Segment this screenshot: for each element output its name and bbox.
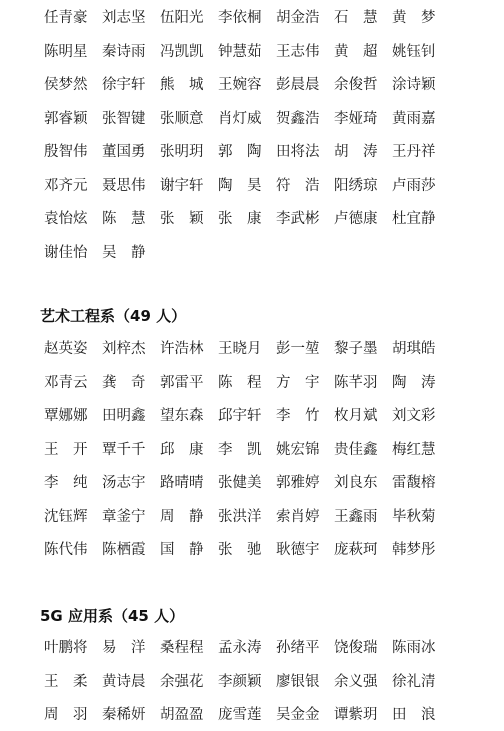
5g-names-list [44,630,464,731]
student-name: 周 静 [160,508,204,525]
student-name: 邓青云 [44,374,88,391]
student-name: 郭睿颖 [44,110,88,127]
student-name: 梅红慧 [392,441,436,458]
student-name: 卢雨莎 [392,177,436,194]
student-name: 饶俊瑞 [334,640,378,657]
student-name: 陈 程 [218,374,262,391]
name-row [44,365,464,399]
student-name: 聂思伟 [102,177,146,194]
student-name: 阳绣琼 [334,177,378,194]
student-name: 李 纯 [44,475,88,492]
name-row [44,398,464,432]
name-row [44,235,464,269]
student-name: 国 静 [160,542,204,559]
student-name: 路晴晴 [160,475,204,492]
student-name: 毕秋菊 [392,508,436,525]
student-name: 李 凯 [218,441,262,458]
student-name: 桑程程 [160,640,204,657]
student-name: 廖银银 [276,673,320,690]
student-name: 余俊哲 [334,77,378,94]
student-name: 余强花 [160,673,204,690]
student-name: 陈芊羽 [334,374,378,391]
student-name: 伍阳光 [160,10,204,27]
student-name: 孟永涛 [218,640,262,657]
student-name: 田将法 [276,144,320,161]
student-name: 胡琪皓 [392,341,436,358]
student-name: 刘文彩 [392,408,436,425]
student-name: 王鑫雨 [334,508,378,525]
student-name: 杜宜静 [392,211,436,228]
name-row [44,0,464,34]
student-name: 汤志宇 [102,475,146,492]
student-name: 陶 昊 [218,177,262,194]
student-name: 陈栖霞 [102,542,146,559]
student-name: 侯梦然 [44,77,88,94]
student-name: 钟慧茹 [218,43,262,60]
student-name: 姚钰钊 [392,43,436,60]
name-row [44,664,464,698]
student-name: 殷智伟 [44,144,88,161]
student-name: 刘梓杰 [102,341,146,358]
student-name: 吴金金 [276,707,320,724]
student-name: 胡金浩 [276,10,320,27]
art-names-list [44,331,464,566]
name-row [44,697,464,731]
name-row [44,101,464,135]
student-name: 邓齐元 [44,177,88,194]
student-name: 李颜颖 [218,673,262,690]
student-name: 陈明星 [44,43,88,60]
student-name: 索肖婷 [276,508,320,525]
student-name: 易 洋 [102,640,146,657]
student-name: 李武彬 [276,211,320,228]
student-name: 邱宇轩 [218,408,262,425]
student-name: 姚宏锦 [276,441,320,458]
student-name: 黎子墨 [334,341,378,358]
student-name: 谢宇轩 [160,177,204,194]
student-name: 田 浪 [392,707,436,724]
student-name: 黄雨嘉 [392,110,436,127]
student-name: 李娅琦 [334,110,378,127]
student-name: 雷馥榕 [392,475,436,492]
student-name: 石 慧 [334,10,378,27]
student-name: 王 柔 [44,673,88,690]
student-name: 庞萩珂 [334,542,378,559]
student-name: 徐礼清 [392,673,436,690]
student-name: 董国勇 [102,144,146,161]
student-name: 陈代伟 [44,542,88,559]
student-name: 覃娜娜 [44,408,88,425]
name-row [44,499,464,533]
student-name: 王丹祥 [392,144,436,161]
name-row [44,34,464,68]
student-name: 郭雷平 [160,374,204,391]
student-name: 郭 陶 [218,144,262,161]
name-row [44,67,464,101]
student-name: 秦稀妍 [102,707,146,724]
student-name: 黄诗晨 [102,673,146,690]
student-name: 贺鑫浩 [276,110,320,127]
name-row [44,134,464,168]
student-name: 方 宇 [276,374,320,391]
student-name: 肖灯威 [218,110,262,127]
student-name: 任青豪 [44,10,88,27]
name-row [44,331,464,365]
student-name: 胡盈盈 [160,707,204,724]
student-name: 陈雨冰 [392,640,436,657]
student-name: 张顺意 [160,110,204,127]
student-name: 卢德康 [334,211,378,228]
student-name: 周 羽 [44,707,88,724]
student-name: 沈钰辉 [44,508,88,525]
student-name: 田明鑫 [102,408,146,425]
student-name: 张健美 [218,475,262,492]
student-name: 叶鹏将 [44,640,88,657]
student-name: 韩梦彤 [392,542,436,559]
student-name: 黄 超 [334,43,378,60]
name-row [44,201,464,235]
student-name: 章釜宁 [102,508,146,525]
student-name: 符 浩 [276,177,320,194]
student-name: 贵佳鑫 [334,441,378,458]
student-name: 王 开 [44,441,88,458]
student-name: 吴 静 [102,244,146,261]
student-name: 彭一堃 [276,341,320,358]
student-name: 彭晨晨 [276,77,320,94]
student-name: 胡 涛 [334,144,378,161]
student-name: 龚 奇 [102,374,146,391]
student-name: 张洪洋 [218,508,262,525]
student-name: 张 颖 [160,211,204,228]
student-name: 刘良东 [334,475,378,492]
student-name: 李 竹 [276,408,320,425]
student-name: 王晓月 [218,341,262,358]
student-name: 李依桐 [218,10,262,27]
student-name: 张 驰 [218,542,262,559]
student-name: 陶 涛 [392,374,436,391]
name-row [44,168,464,202]
student-name: 邱 康 [160,441,204,458]
name-row [44,465,464,499]
name-row [44,630,464,664]
student-name: 许浩林 [160,341,204,358]
student-name: 徐宇轩 [102,77,146,94]
student-name: 谭紫玥 [334,707,378,724]
student-name: 刘志坚 [102,10,146,27]
student-name: 王婉容 [218,77,262,94]
student-name: 张明玥 [160,144,204,161]
student-name: 陈 慧 [102,211,146,228]
student-name: 谢佳怡 [44,244,88,261]
section-heading-art: 艺术工程系（49 人） [40,307,187,325]
student-name: 覃千千 [102,441,146,458]
student-name: 余义强 [334,673,378,690]
student-name: 黄 梦 [392,10,436,27]
student-name: 庞雪莲 [218,707,262,724]
student-name: 王志伟 [276,43,320,60]
student-name: 秦诗雨 [102,43,146,60]
student-name: 枚月斌 [334,408,378,425]
student-name: 望东森 [160,408,204,425]
name-row [44,532,464,566]
student-name: 耿德宇 [276,542,320,559]
student-name: 赵英姿 [44,341,88,358]
student-name: 郭雅婷 [276,475,320,492]
student-name: 涂诗颖 [392,77,436,94]
name-row [44,432,464,466]
student-name: 张 康 [218,211,262,228]
student-name: 冯凯凯 [160,43,204,60]
section-heading-5g: 5G 应用系（45 人） [40,607,185,625]
student-name: 孙绪平 [276,640,320,657]
student-name: 熊 城 [160,77,204,94]
top-names-list [44,0,464,268]
student-name: 张智键 [102,110,146,127]
student-name: 袁怡炫 [44,211,88,228]
